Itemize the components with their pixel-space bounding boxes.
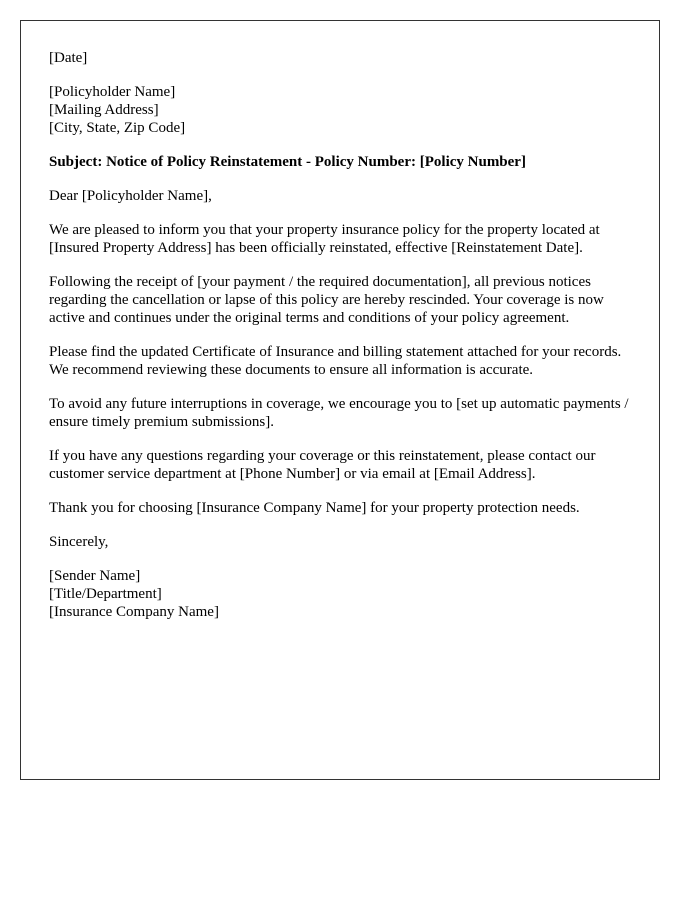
body-paragraph: To avoid any future interruptions in coverage, we encourage you to [set up automatic payments / ensure timely premium submissions]. — [49, 396, 629, 430]
closing: Sincerely, — [49, 534, 109, 550]
sender-block — [49, 567, 635, 621]
recipient-block — [49, 83, 635, 137]
body-paragraph: Following the receipt of [your payment / the required documentation], all previous notices regarding the cancellation or lapse of this policy are hereby rescinded. Your coverage is now active and continues under the original terms and conditions of your policy agreement. — [49, 274, 604, 326]
salutation: Dear [Policyholder Name], — [49, 188, 212, 204]
letter — [20, 20, 660, 780]
body-paragraph: We are pleased to inform you that your property insurance policy for the property located at [Insured Property Address] has been officially reinstated, effective [Reinstatement Date]. — [49, 222, 600, 256]
date: [Date] — [49, 50, 88, 66]
sender-company: [Insurance Company Name] — [49, 604, 219, 620]
body-paragraph: Please find the updated Certificate of Insurance and billing statement attached for your records. We recommend reviewing these documents to ensure all information is accurate. — [49, 344, 622, 378]
sender-title: [Title/Department] — [49, 586, 162, 602]
sender-name: [Sender Name] — [49, 568, 141, 584]
subject-line: Subject: Notice of Policy Reinstatement - Policy Number: [Policy Number] — [49, 154, 526, 170]
recipient-city: [City, State, Zip Code] — [49, 120, 186, 136]
body-paragraph: If you have any questions regarding your coverage or this reinstatement, please contact our customer service department at [Phone Number] or via email at [Email Address]. — [49, 448, 596, 482]
recipient-name: [Policyholder Name] — [49, 84, 176, 100]
body-paragraph: Thank you for choosing [Insurance Company Name] for your property protection needs. — [49, 500, 580, 516]
recipient-address: [Mailing Address] — [49, 102, 159, 118]
